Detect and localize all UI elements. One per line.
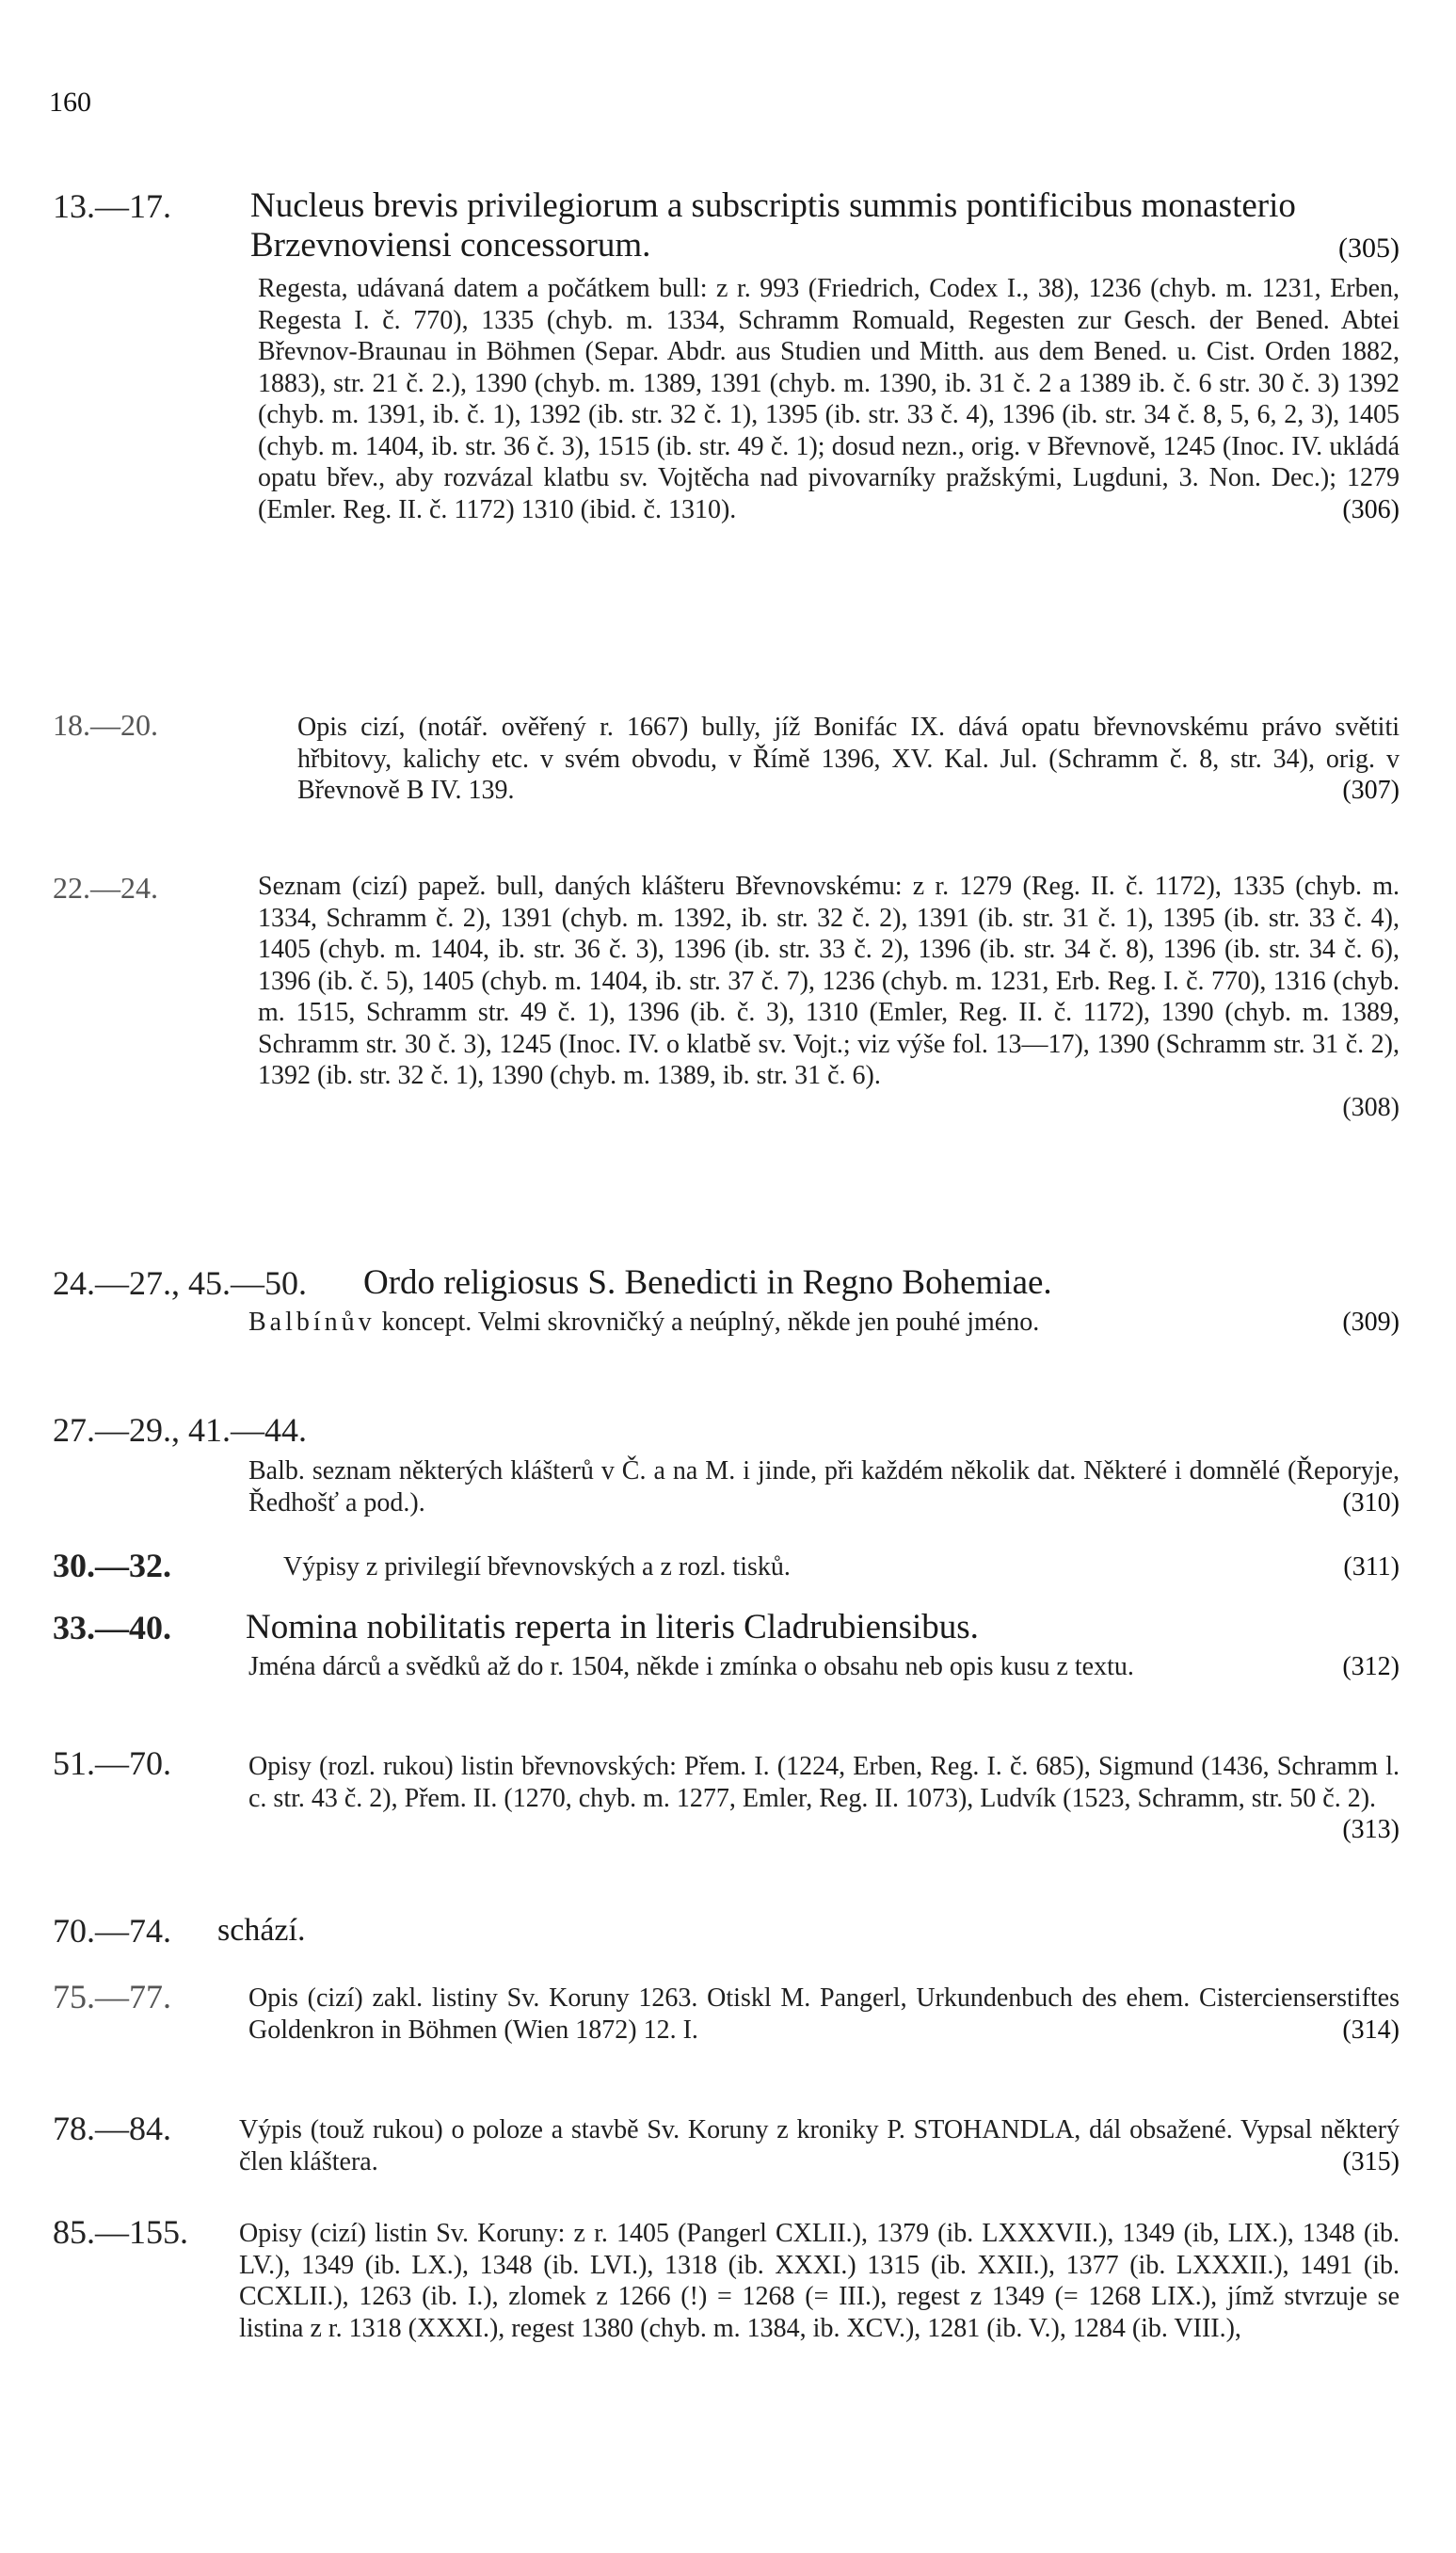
entry-number: (314) [1342,2015,1400,2045]
entry-ref: 22.—24. [53,871,158,905]
entry-title: schází. [217,1913,306,1948]
entry-33-40 [53,1608,1400,1683]
entry-body [248,1455,1400,1518]
entry-body-text: Opisy (rozl. rukou) listin břevnovských: Přem. I. (1224, Erben, Reg. I. č. 685), Sigmund (1436, Schramm l. c. str. 43 č. 2), Přem. II. (1270, chyb. m. 1277, Emler, Reg. II. 1073), Ludvík (1523, Schramm, str. 50 č. 2). [248,1752,1400,1813]
entry-ref: 27.—29., 41.—44. [53,1411,307,1449]
entry-title: Ordo religiosus S. Benedicti in Regno Bohemiae. [363,1263,1052,1302]
entry-30-32 [53,1546,1400,1583]
entry-body-text: Opis (cizí) zakl. listiny Sv. Koruny 1263. Otiskl M. Pangerl, Urkundenbuch des ehem. Cistercienserstiftes Goldenkron in Böhmen (Wien 1872) 12. I. [248,1983,1400,2045]
entry-body-text: Regesta, udávaná datem a počátkem bull: z r. 993 (Friedrich, Codex I., 38), 1236 (chyb. m. 1231, Erben, Regesta I. č. 770), 1335 (chyb. m. 1334, Schramm Romuald, Regesten zur Gesch. der Bened. Abtei Břevnov-Braunau in Böhmen (Separ. Abdr. aus Studien und Mitth. aus dem Bened. u. Cist. Orden 1882, 1883), str. 21 č. 2.), 1390 (chyb. m. 1389, 1391 (chyb. m. 1390, ib. 31 č. 2 a 1389 ib. č. 6 str. 30 č. 3) 1392 (chyb. m. 1391, ib. č. 1), 1392 (ib. str. 32 č. 1), 1395 (ib. str. 33 č. 4), 1396 (ib. str. 34 č. 8, 5, 6, 2, 3), 1405 (chyb. m. 1404, ib. str. 36 č. 3), 1515 (ib. str. 49 č. 1); dosud nezn., orig. v Břevnově, 1245 (Inoc. IV. ukládá opatu břev., aby rozvázal klatbu sv. Vojtěcha nad pivovarníky pražskými, Lugduni, 3. Non. Dec.); 1279 (Emler. Reg. II. č. 1172) 1310 (ibid. č. 1310). [258,274,1400,524]
entry-ref: 78.—84. [53,2110,171,2147]
entry-body-text: Opisy (cizí) listin Sv. Koruny: z r. 1405 (Pangerl CXLII.), 1379 (ib. LXXXVII.), 1349 (ib, LIX.), 1348 (ib. LV.), 1349 (ib. LX.), 1348 (ib. LVI.), 1318 (ib. XXXI.) 1315 (ib. XXII.), 1377 (ib. LXXXII.), 1491 (ib. CCXLII.), 1263 (ib. I.), zlomek z 1266 (!) = 1268 (= III.), regest z 1349 (= 1268 LIX.), jímž stvrzuje se listina z r. 1318 (XXXI.), regest 1380 (chyb. m. 1384, ib. XCV.), 1281 (ib. V.), 1284 (ib. VIII.), [239,2219,1400,2343]
entry-ref: 33.—40. [53,1609,171,1646]
entry-body [248,1751,1400,1844]
entry-body [239,2114,1400,2177]
entry-title-text: Nucleus brevis privilegiorum a subscriptis summis pontificibus monasterio Brzevnoviensi concessorum. [250,186,1296,265]
entry-body-text: koncept. Velmi skrovničký a neúplný, někde jen pouhé jméno. [381,1308,1040,1337]
entry-ref: 13.—17. [53,187,171,225]
entry-ref: 75.—77. [53,1978,171,2015]
entry-body [258,273,1400,525]
entry-number: (313) [1342,1815,1400,1844]
entry-body [248,1651,1400,1683]
entry-75-77 [53,1977,1400,2046]
entry-51-70 [53,1743,1400,1846]
entry-body [239,2218,1400,2344]
entry-number: (311) [1343,1552,1400,1582]
entry-13-17 [53,186,1400,525]
entry-number: (312) [1342,1652,1400,1681]
entry-title-number: (305) [1338,233,1400,264]
entry-body-spaced: Balbínův [248,1308,376,1337]
entry-number: (308) [1342,1092,1400,1122]
entry-body [248,1983,1400,2046]
entry-ref: 85.—155. [53,2213,188,2251]
entry-22-24 [53,871,1400,1123]
entry-number: (315) [1342,2146,1400,2176]
entry-ref: 18.—20. [53,708,158,742]
entry-number: (307) [1342,776,1400,805]
entry-78-84 [53,2109,1400,2177]
entry-85-155 [53,2212,1400,2344]
entry-70-74 [53,1911,1400,1951]
entry-body-text: Seznam (cizí) papež. bull, daných klášteru Břevnovskému: z r. 1279 (Reg. II. č. 1172), 1335 (chyb. m. 1334, Schramm č. 2), 1391 (chyb. m. 1392, ib. str. 32 č. 2), 1391 (ib. str. 31 č. 1), 1395 (ib. str. 33 č. 4), 1405 (chyb. m. 1404, ib. str. 36 č. 3), 1396 (ib. str. 33 č. 2), 1396 (ib. str. 34 č. 8), 1396 (ib. str. 34 č. 6), 1396 (ib. č. 5), 1405 (chyb. m. 1404, ib. str. 37 č. 7), 1236 (chyb. m. 1231, Erb. Reg. I. č. 770), 1316 (chyb. m. 1515, Schramm str. 49 č. 1), 1396 (ib. č. 3), 1310 (Emler, Reg. II. č. 1172), 1390 (chyb. m. 1389, Schramm str. 30 č. 3), 1245 (Inoc. IV. o klatbě sv. Vojt.; viz výše fol. 13—17), 1390 (Schramm str. 31 č. 2), 1392 (ib. str. 32 č. 1), 1390 (chyb. m. 1389, ib. str. 31 č. 6). [258,872,1400,1090]
entry-number: (310) [1342,1487,1400,1517]
entry-number: (306) [1342,494,1400,524]
entry-body [258,871,1400,1123]
entry-27-29-41-44 [53,1410,1400,1518]
entry-body-text: Výpisy z privilegií břevnovských a z rozl. tisků. [283,1552,791,1582]
entry-title [250,186,1400,265]
entry-ref: 51.—70. [53,1744,171,1782]
entry-number: (309) [1342,1308,1400,1337]
entry-body-text: Výpis (touž rukou) o poloze a stavbě Sv. Koruny z kroniky P. STOHANDLA, dál obsažené. Vypsal některý člen kláštera. [239,2115,1400,2176]
entry-body [297,712,1400,807]
entry-body-text: Balb. seznam některých klášterů v Č. a na M. i jinde, při každém několik dat. Některé i domnělé (Řeporyje, Ředhošť a pod.). [248,1456,1400,1517]
entry-title: Nomina nobilitatis reperta in literis Cladrubiensibus. [246,1608,979,1646]
entry-body [248,1307,1400,1339]
entry-ref: 30.—32. [53,1547,171,1584]
entry-ref: 24.—27., 45.—50. [53,1264,307,1302]
entry-body-text: Jména dárců a svědků až do r. 1504, někde i zmínka o obsahu neb opis kusu z textu. [248,1652,1134,1681]
entry-ref: 70.—74. [53,1912,171,1950]
entry-18-20 [53,708,1400,807]
entry-24-27-45-50 [53,1263,1400,1339]
entry-body [283,1551,1400,1583]
entry-body-text: Opis cizí, (notář. ověřený r. 1667) bully, jíž Bonifác IX. dává opatu břevnovskému právo světiti hřbitovy, kalichy etc. v svém obvodu, v Římě 1396, XV. Kal. Jul. (Schramm č. 8, str. 34), orig. v Břevnově B IV. 139. [297,713,1400,805]
page-number: 160 [49,87,91,118]
